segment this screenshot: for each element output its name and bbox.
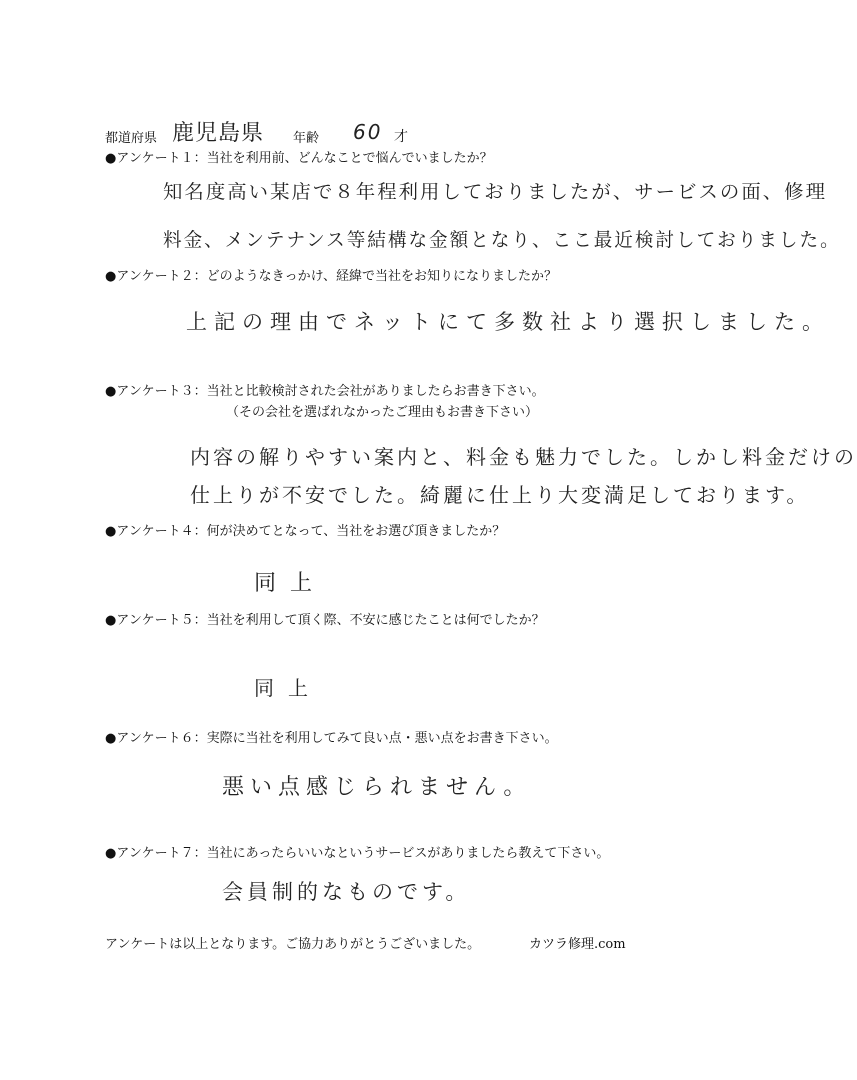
question-3: ●アンケート３：当社と比較検討された会社がありましたらお書き下さい。 [105, 384, 545, 399]
prefecture-value: 鹿児島県 [172, 121, 265, 146]
answer-2-line-1: 上記の理由でネットにて多数社より選択しました。 [186, 310, 830, 334]
age-value: 60 [353, 120, 383, 144]
answer-5-line-1: 同上 [254, 676, 322, 700]
closing-text: アンケートは以上となります。ご協力ありがとうございました。 [105, 937, 481, 952]
question-7: ●アンケート７：当社にあったらいいなというサービスがありましたら教えて下さい。 [105, 846, 610, 861]
answer-1-line-1: 知名度高い某店で８年程利用しておりましたが、サービスの面、修理 [163, 181, 828, 203]
brand-name: カツラ修理.com [529, 937, 626, 952]
question-4: ●アンケート４：何が決めてとなって、当社をお選び頂きましたか？ [105, 524, 506, 539]
question-1: ●アンケート１：当社を利用前、どんなことで悩んでいましたか？ [105, 151, 493, 166]
answer-4-line-1: 同上 [254, 571, 327, 596]
answer-3-line-1: 内容の解りやすい案内と、料金も魅力でした。しかし料金だけの [190, 445, 857, 469]
question-2: ●アンケート２：どのようなきっかけ、経緯で当社をお知りになりましたか？ [105, 269, 558, 284]
age-label: 年齢 [293, 131, 320, 146]
answer-6-line-1: 悪い点感じられません。 [222, 775, 532, 800]
question-6: ●アンケート６：実際に当社を利用してみて良い点・悪い点をお書き下さい。 [105, 731, 558, 746]
question-5: ●アンケート５：当社を利用して頂く際、不安に感じたことは何でしたか？ [105, 613, 545, 628]
age-unit: 才 [394, 129, 410, 145]
answer-7-line-1: 会員制的なものです。 [222, 880, 471, 904]
answer-3-line-2: 仕上りが不安でした。綺麗に仕上り大変満足しております。 [190, 483, 810, 507]
answer-1-line-2: 料金、メンテナンス等結構な金額となり、ここ最近検討しておりました。 [163, 229, 841, 251]
question-3-note: （その会社を選ばれなかったご理由もお書き下さい） [226, 405, 539, 420]
prefecture-label: 都道府県 [105, 131, 158, 146]
